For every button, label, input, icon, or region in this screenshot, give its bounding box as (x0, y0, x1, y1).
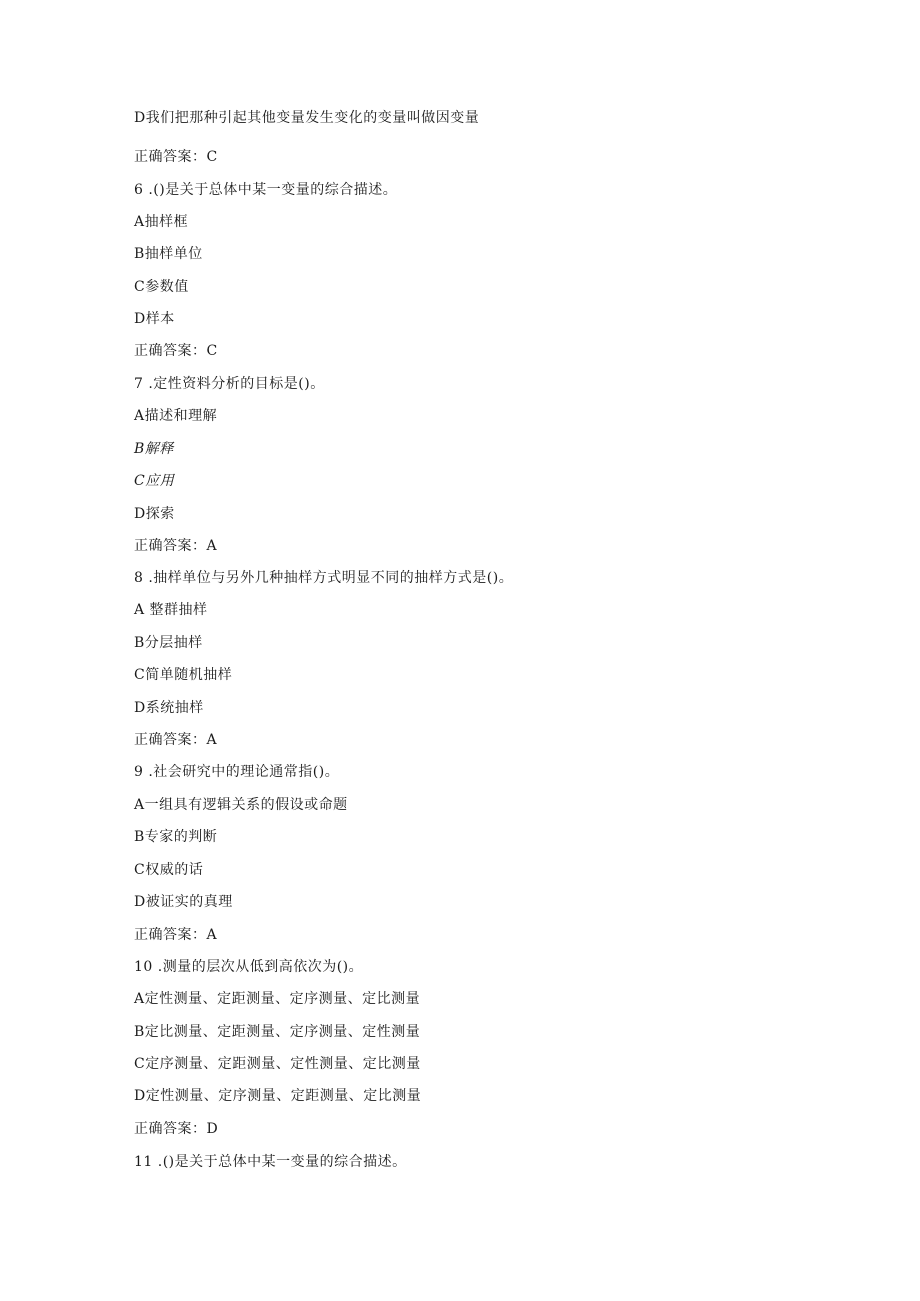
q9-answer: 正确答案：A (134, 927, 218, 943)
q11-question: 11 .()是关于总体中某一变量的综合描述。 (134, 1154, 407, 1170)
q7-question: 7 .定性资料分析的目标是()。 (134, 376, 325, 392)
q8-option-c: C简单随机抽样 (134, 667, 233, 683)
q5-answer: 正确答案：C (134, 149, 218, 165)
q7-option-c: C应用 (134, 473, 175, 489)
q7-option-a: A描述和理解 (134, 408, 218, 424)
q7-option-b: B解释 (134, 441, 174, 457)
q8-option-d: D系统抽样 (134, 700, 204, 716)
q6-option-a: A抽样框 (134, 214, 189, 230)
q10-question: 10 .测量的层次从低到高依次为()。 (134, 959, 364, 975)
q6-option-d: D样本 (134, 311, 175, 327)
q9-option-c: C权威的话 (134, 862, 204, 878)
q8-option-b: B分层抽样 (134, 635, 203, 651)
q8-question: 8 .抽样单位与另外几种抽样方式明显不同的抽样方式是()。 (134, 570, 514, 586)
q9-option-b: B专家的判断 (134, 829, 218, 845)
q8-option-a: A 整群抽样 (134, 602, 208, 618)
q6-answer: 正确答案：C (134, 343, 218, 359)
q6-option-b: B抽样单位 (134, 246, 203, 262)
q6-option-c: C参数值 (134, 279, 189, 295)
q9-option-d: D被证实的真理 (134, 894, 233, 910)
q7-option-d: D探索 (134, 506, 175, 522)
q10-option-d: D定性测量、定序测量、定距测量、定比测量 (134, 1088, 422, 1104)
q9-question: 9 .社会研究中的理论通常指()。 (134, 764, 340, 780)
q6-question: 6 .()是关于总体中某一变量的综合描述。 (134, 182, 398, 198)
q10-option-a: A定性测量、定距测量、定序测量、定比测量 (134, 991, 421, 1007)
q10-option-b: B定比测量、定距测量、定序测量、定性测量 (134, 1024, 421, 1040)
q7-answer: 正确答案：A (134, 538, 218, 554)
q9-option-a: A一组具有逻辑关系的假设或命题 (134, 797, 348, 813)
q5-option-d: D我们把那种引起其他变量发生变化的变量叫做因变量 (134, 110, 480, 126)
q10-answer: 正确答案：D (134, 1121, 219, 1137)
q8-answer: 正确答案：A (134, 732, 218, 748)
q10-option-c: C定序测量、定距测量、定性测量、定比测量 (134, 1056, 421, 1072)
